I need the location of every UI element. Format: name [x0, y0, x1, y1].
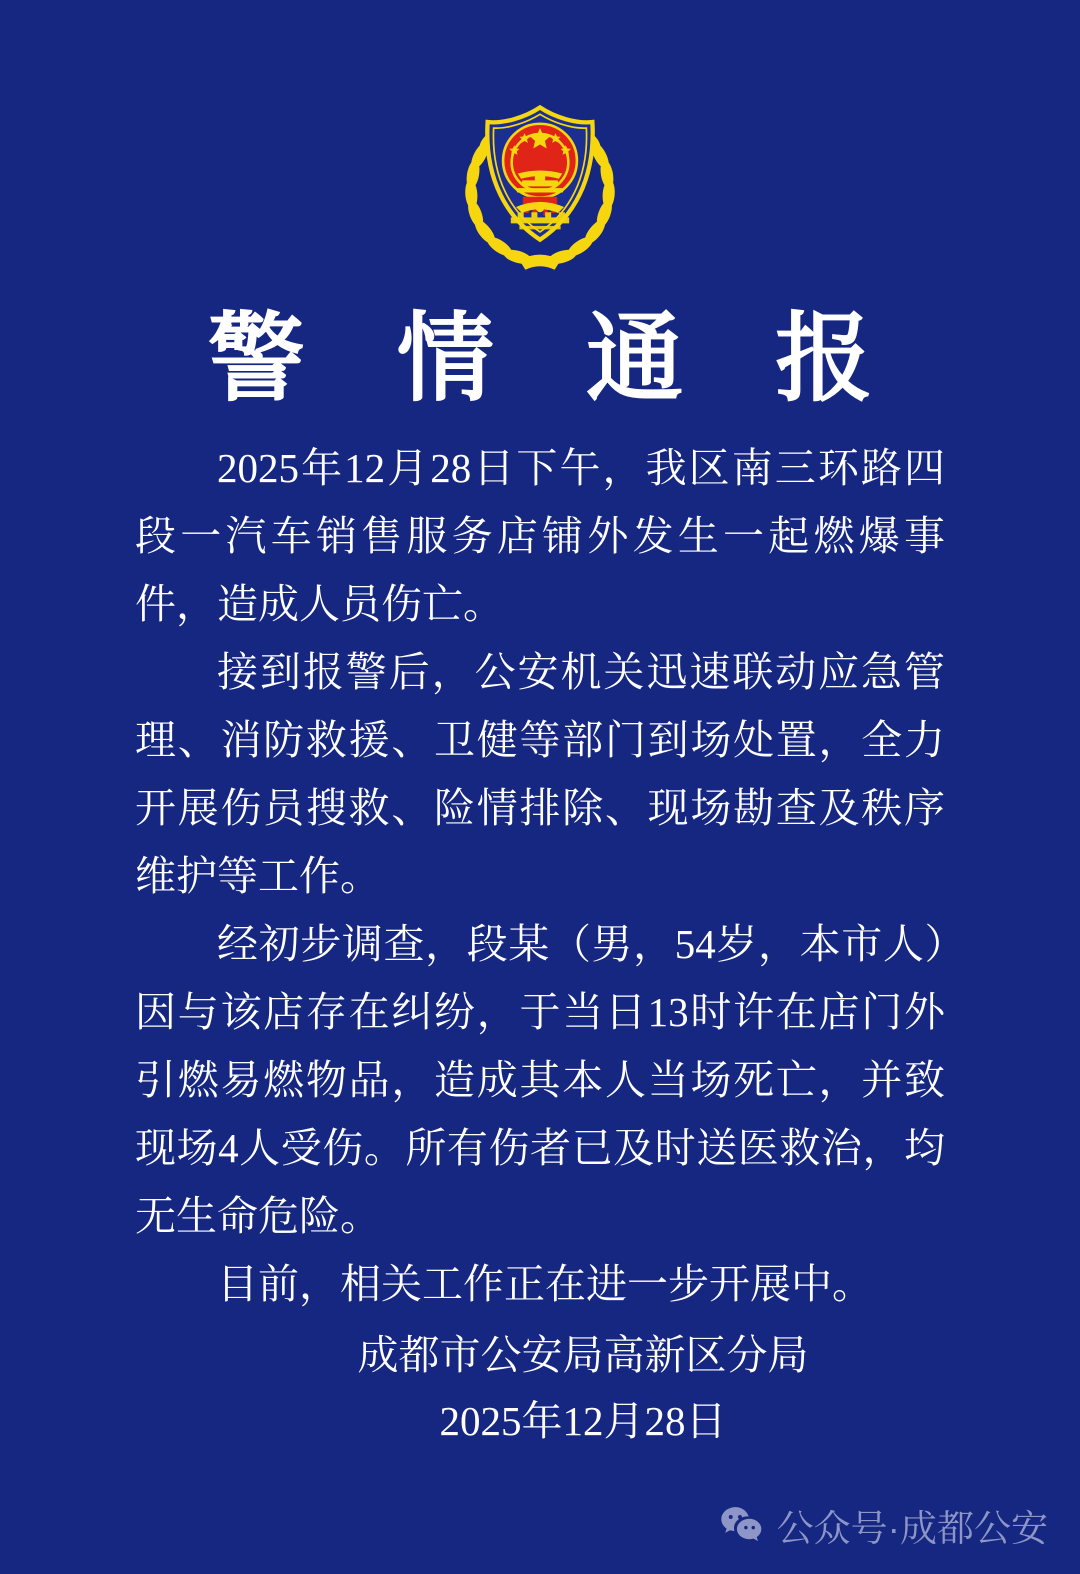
watermark-label: 公众号·成都公安 [776, 1508, 1048, 1549]
watermark [719, 1498, 1048, 1552]
notice-paragraph-2: 接到报警后，公安机关迅速联动应急管理、消防救援、卫健等部门到场处置，全力开展伤员搜救、险情排除、现场勘查及秩序维护等工作。 [135, 649, 945, 899]
signature-block [0, 1322, 1080, 1454]
issuing-authority: 成都市公安局高新区分局 [357, 1332, 809, 1378]
notice-paragraph-1: 2025年12月28日下午，我区南三环路四段一汽车销售服务店铺外发生一起燃爆事件，造成人员伤亡。 [135, 445, 945, 627]
wechat-icon [719, 1505, 765, 1545]
notice-body [135, 434, 945, 1318]
notice-paragraph-4: 目前，相关工作正在进一步开展中。 [217, 1261, 873, 1307]
notice-title: 警情通报 [207, 306, 965, 413]
issue-date: 2025年12月28日 [439, 1398, 727, 1444]
police-badge-icon [451, 92, 629, 274]
notice-paragraph-3: 经初步调查，段某（男，54岁，本市人）因与该店存在纠纷，于当日13时许在店门外引燃易燃物品，造成其本人当场死亡，并致现场4人受伤。所有伤者已及时送医救治，均无生命危险。 [135, 921, 945, 1239]
